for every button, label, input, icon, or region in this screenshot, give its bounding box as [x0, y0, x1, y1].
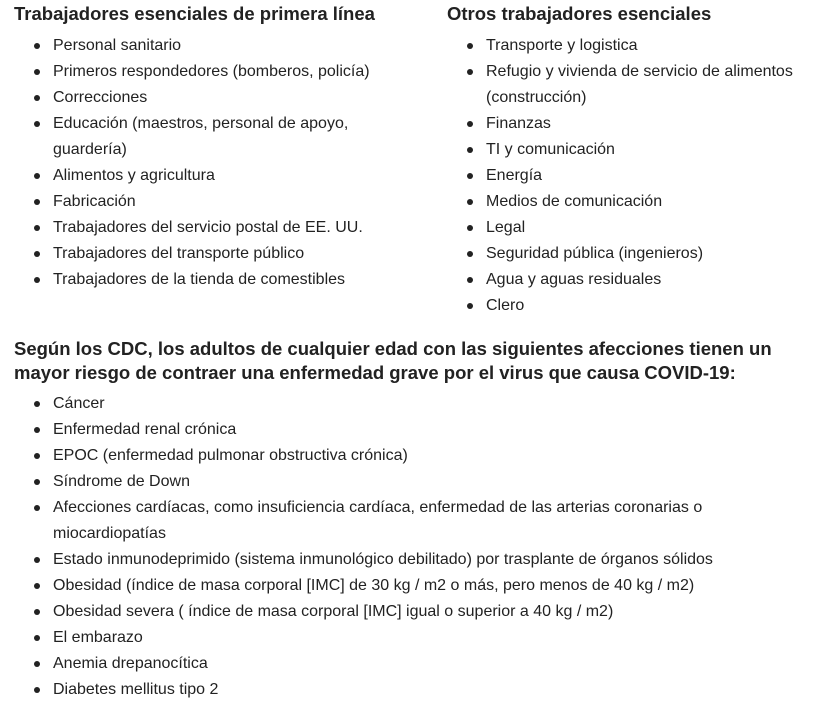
frontline-workers-list	[14, 33, 414, 293]
list-item: Primeros respondedores (bomberos, policía)	[14, 59, 414, 85]
list-item: Obesidad severa ( índice de masa corporal [IMC] igual o superior a 40 kg / m2)	[14, 599, 814, 625]
list-item: Obesidad (índice de masa corporal [IMC] de 30 kg / m2 o más, pero menos de 40 kg / m2)	[14, 573, 814, 599]
list-item: Transporte y logistica	[447, 33, 837, 59]
list-item: Enfermedad renal crónica	[14, 417, 814, 443]
cdc-conditions-list	[14, 391, 814, 703]
list-item: Síndrome de Down	[14, 469, 814, 495]
list-item: Legal	[447, 215, 837, 241]
list-item: El embarazo	[14, 625, 814, 651]
list-item: Seguridad pública (ingenieros)	[447, 241, 837, 267]
list-item: Anemia drepanocítica	[14, 651, 814, 677]
list-item: Diabetes mellitus tipo 2	[14, 677, 814, 703]
list-item: Cáncer	[14, 391, 814, 417]
list-item: Trabajadores del transporte público	[14, 241, 414, 267]
list-item: Estado inmunodeprimido (sistema inmunológico debilitado) por trasplante de órganos sólidos	[14, 547, 814, 573]
other-workers-list	[447, 33, 837, 319]
list-item: Personal sanitario	[14, 33, 414, 59]
list-item: Finanzas	[447, 111, 837, 137]
list-item: Afecciones cardíacas, como insuficiencia cardíaca, enfermedad de las arterias coronarias o miocardiopatías	[14, 495, 814, 547]
list-item: Fabricación	[14, 189, 414, 215]
list-item: Alimentos y agricultura	[14, 163, 414, 189]
list-item: Clero	[447, 293, 837, 319]
frontline-workers-heading: Trabajadores esenciales de primera línea	[14, 3, 375, 24]
list-item: Energía	[447, 163, 837, 189]
list-item: TI y comunicación	[447, 137, 837, 163]
cdc-conditions-heading: Según los CDC, los adultos de cualquier edad con las siguientes afecciones tienen un mayor riesgo de contraer una enfermedad grave por el virus que causa COVID-19:	[14, 338, 772, 383]
list-item: Refugio y vivienda de servicio de alimentos (construcción)	[447, 59, 837, 111]
list-item: Medios de comunicación	[447, 189, 837, 215]
list-item: Educación (maestros, personal de apoyo, guardería)	[14, 111, 414, 163]
list-item: Agua y aguas residuales	[447, 267, 837, 293]
other-workers-heading: Otros trabajadores esenciales	[447, 3, 712, 24]
list-item: Correcciones	[14, 85, 414, 111]
list-item: Trabajadores del servicio postal de EE. UU.	[14, 215, 414, 241]
list-item: Trabajadores de la tienda de comestibles	[14, 267, 414, 293]
list-item: EPOC (enfermedad pulmonar obstructiva crónica)	[14, 443, 814, 469]
